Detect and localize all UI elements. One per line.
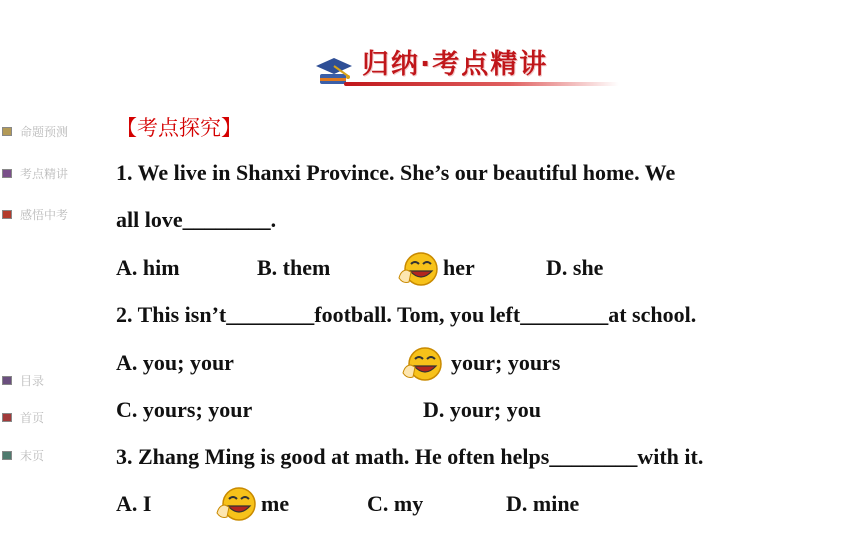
nav-label: 目录 — [20, 373, 45, 388]
page-title: 归纳·考点精讲 — [362, 49, 549, 80]
nav-label: 首页 — [20, 410, 45, 425]
square-bullet-icon — [2, 376, 12, 385]
q1-option-b[interactable]: B. them — [257, 255, 331, 280]
square-bullet-icon — [2, 413, 12, 422]
question-1-text: 1. We live in Shanxi Province. She’s our beautiful home. We — [116, 160, 676, 185]
nav-contents-link[interactable] — [2, 371, 44, 389]
q1-option-c[interactable]: her — [443, 255, 475, 280]
section-heading: 【考点探究】 — [116, 116, 242, 140]
q3-option-b[interactable]: me — [261, 491, 290, 516]
q1-option-a[interactable]: A. him — [116, 255, 180, 280]
question-2-text: 2. This isn’t________football. Tom, you left________at school. — [116, 302, 697, 327]
sidebar-item-label: 考点精讲 — [20, 166, 69, 181]
q2-option-d[interactable]: D. your; you — [423, 397, 541, 422]
nav-label: 末页 — [20, 448, 45, 463]
q3-option-a[interactable]: A. I — [116, 491, 152, 516]
sidebar-item-exam-insights[interactable] — [2, 205, 68, 223]
question-3-text: 3. Zhang Ming is good at math. He often helps________with it. — [116, 444, 704, 469]
q1-option-d[interactable]: D. she — [546, 255, 604, 280]
q3-option-d[interactable]: D. mine — [506, 491, 580, 516]
question-1-text-cont: all love________. — [116, 207, 277, 232]
title-underline — [344, 82, 619, 86]
sidebar-item-prediction[interactable] — [2, 122, 68, 140]
thumbs-up-smiley-icon — [215, 485, 259, 525]
nav-last-page-link[interactable] — [2, 446, 44, 464]
square-bullet-icon — [2, 210, 12, 219]
q3-option-c[interactable]: C. my — [367, 491, 424, 516]
q2-option-a[interactable]: A. you; your — [116, 350, 234, 375]
square-bullet-icon — [2, 169, 12, 178]
square-bullet-icon — [2, 127, 12, 136]
q2-option-b[interactable]: your; yours — [451, 350, 561, 375]
sidebar-item-label: 感悟中考 — [20, 207, 69, 222]
sidebar-item-label: 命题预测 — [20, 124, 69, 139]
section-banner — [314, 38, 619, 92]
sidebar-item-key-points[interactable] — [2, 164, 68, 182]
q2-option-c[interactable]: C. yours; your — [116, 397, 253, 422]
thumbs-up-smiley-icon — [401, 345, 445, 385]
thumbs-up-smiley-icon — [397, 250, 441, 290]
nav-first-page-link[interactable] — [2, 408, 44, 426]
square-bullet-icon — [2, 451, 12, 460]
